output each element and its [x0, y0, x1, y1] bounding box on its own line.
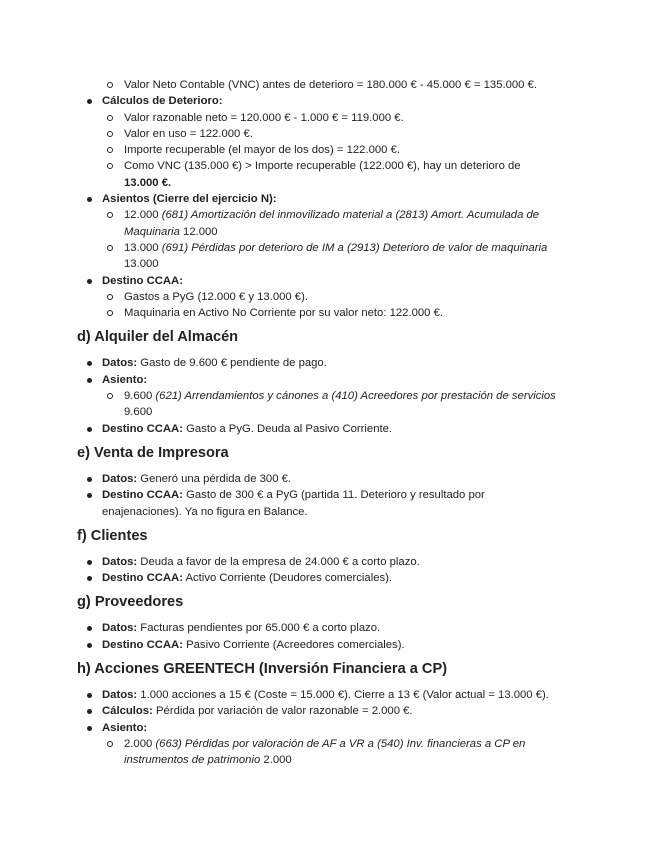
g-destino-item: Destino CCAA: Pasivo Corriente (Acreedores comerciales).: [0, 637, 655, 653]
destino-maquinaria: Maquinaria en Activo No Corriente por su valor neto: 122.000 €.: [0, 305, 655, 321]
section-heading-g: g) Proveedores: [77, 594, 184, 611]
destino-ccaa-item: [0, 273, 655, 289]
e-datos-item: Datos: Generó una pérdida de 300 €.: [0, 471, 655, 487]
asiento-deterioro: 13.000 (691) Pérdidas por deterioro de IM a (2913) Deterioro de valor de maquinaria: [0, 240, 655, 256]
asientos-label: Asientos (Cierre del ejercicio N):: [102, 193, 277, 206]
asiento-deterioro-cont: 13.000: [124, 258, 159, 271]
calculos-label: Cálculos de Deterioro:: [102, 95, 223, 108]
asiento-amortizacion: 12.000 (681) Amortización del inmovilizado material a (2813) Amort. Acumulada de: [0, 207, 655, 223]
valor-uso-item: Valor en uso = 122.000 €.: [0, 126, 655, 142]
f-datos-item: Datos: Deuda a favor de la empresa de 24.000 € a corto plazo.: [0, 554, 655, 570]
section-heading-f: f) Clientes: [77, 527, 148, 544]
deterioro-conclusion-item: Como VNC (135.000 €) > Importe recuperable (122.000 €), hay un deterioro de: [0, 158, 655, 174]
asiento-amortizacion-cont: Maquinaria 12.000: [124, 225, 218, 238]
valor-razonable-item: Valor razonable neto = 120.000 € - 1.000 € = 119.000 €.: [0, 110, 655, 126]
calculos-deterioro-item: [0, 93, 655, 109]
vnc-text: Valor Neto Contable (VNC) antes de deterioro = 180.000 € - 45.000 € = 135.000 €.: [124, 79, 538, 91]
e-destino-item: Destino CCAA: Gasto de 300 € a PyG (partida 11. Deterioro y resultado por: [0, 487, 655, 503]
section-heading-d: d) Alquiler del Almacén: [77, 329, 239, 346]
h-datos-item: Datos: 1.000 acciones a 15 € (Coste = 15.000 €). Cierre a 13 € (Valor actual = 13.000 €).: [0, 687, 655, 703]
importe-recuperable-item: Importe recuperable (el mayor de los dos) = 122.000 €.: [0, 142, 655, 158]
d-asiento-entry: 9.600 (621) Arrendamientos y cánones a (410) Acreedores por prestación de servicios: [0, 388, 655, 404]
deterioro-conclusion-cont: 13.000 €.: [124, 176, 172, 189]
section-heading-h: h) Acciones GREENTECH (Inversión Financiera a CP): [77, 661, 448, 678]
d-datos-item: Datos: Gasto de 9.600 € pendiente de pago.: [0, 355, 655, 371]
h-asiento-entry: 2.000 (663) Pérdidas por valoración de AF a VR a (540) Inv. financieras a CP en: [0, 736, 655, 752]
destino-label: Destino CCAA:: [102, 274, 183, 287]
h-calculos-item: Cálculos: Pérdida por variación de valor razonable = 2.000 €.: [0, 703, 655, 719]
d-asiento-item: Asiento:: [0, 372, 655, 388]
h-asiento-item: Asiento:: [0, 720, 655, 736]
asientos-item: [0, 191, 655, 207]
section-heading-e: e) Venta de Impresora: [77, 444, 229, 461]
destino-gastos: Gastos a PyG (12.000 € y 13.000 €).: [0, 289, 655, 305]
document-page: [0, 77, 655, 769]
f-destino-item: Destino CCAA: Activo Corriente (Deudores comerciales).: [0, 570, 655, 586]
vnc-item: [0, 77, 655, 93]
g-datos-item: Datos: Facturas pendientes por 65.000 € a corto plazo.: [0, 620, 655, 636]
d-destino-item: Destino CCAA: Gasto a PyG. Deuda al Pasivo Corriente.: [0, 421, 655, 437]
h-asiento-entry-cont: instrumentos de patrimonio 2.000: [124, 754, 292, 767]
d-asiento-entry-cont: 9.600: [124, 406, 153, 419]
e-destino-cont: enajenaciones). Ya no figura en Balance.: [102, 505, 308, 518]
